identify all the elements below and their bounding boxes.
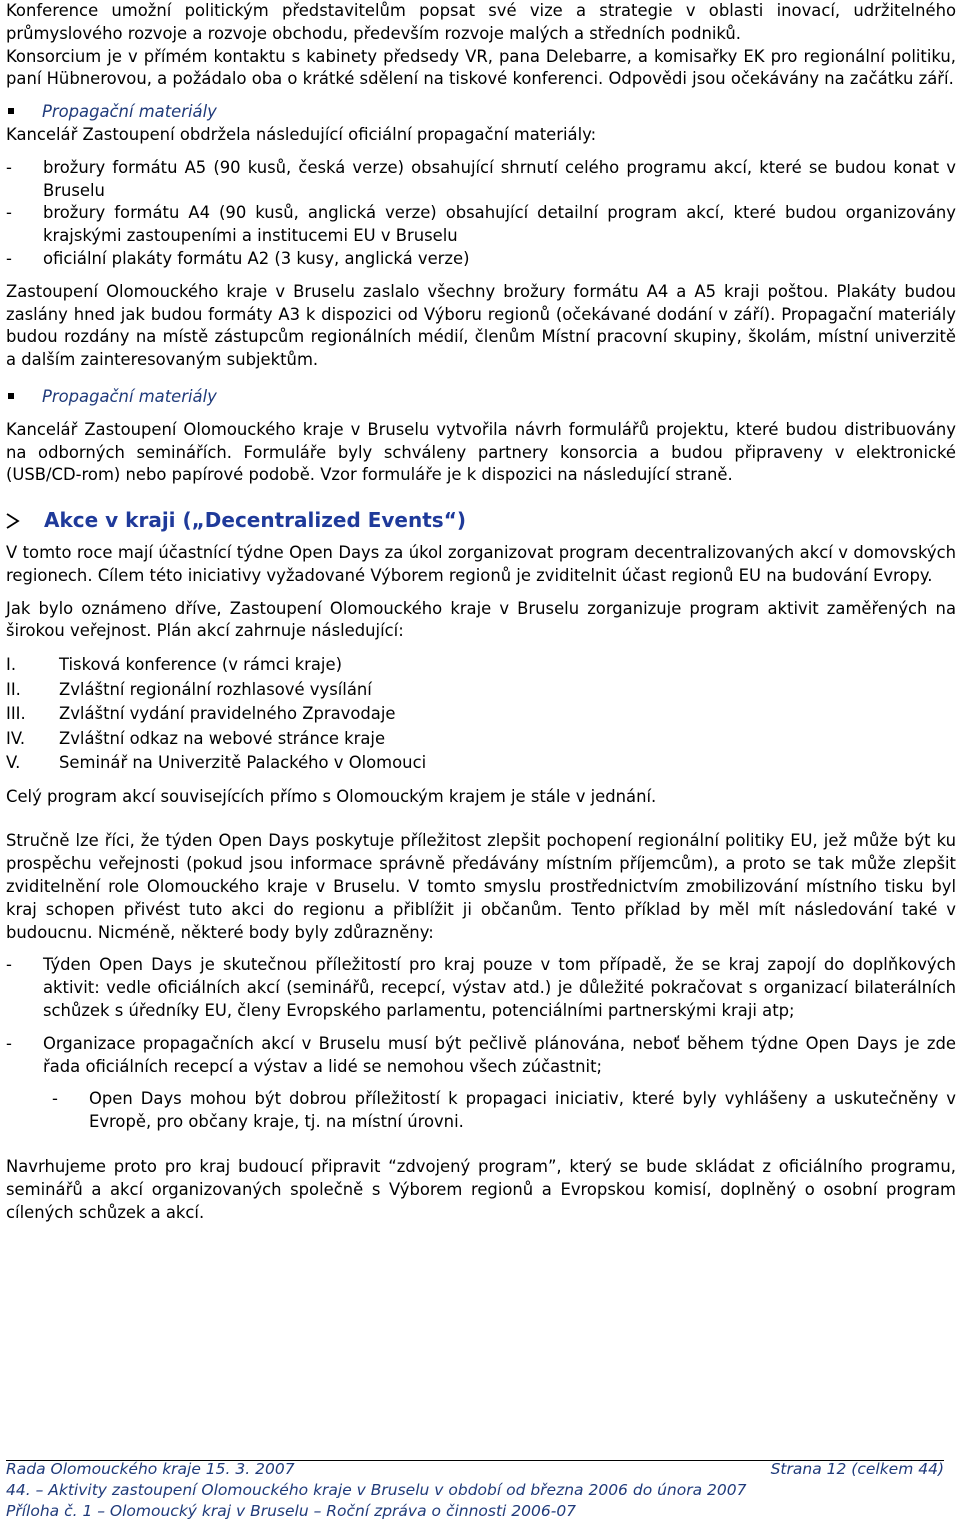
list-item: V. Seminář na Univerzitě Palackého v Olomouci	[6, 753, 427, 773]
list-item: I. Tisková konference (v rámci kraje)	[6, 655, 342, 675]
footer-line-2: 44. – Aktivity zastoupení Olomouckého kraje v Bruselu v období od března 2006 do února 2007	[6, 1481, 747, 1499]
list-item: III. Zvláštní vydání pravidelného Zpravodaje	[6, 704, 396, 724]
section-title	[6, 509, 956, 532]
promo-heading-2-label: Propagační materiály	[42, 386, 217, 406]
arrow-bullet-icon	[6, 513, 20, 529]
section-paragraph-2: Jak bylo oznámeno dříve, Zastoupení Olomouckého kraje v Bruselu zorganizuje program aktivit zaměřených na širokou veřejnost. Plán akcí zahrnuje následující:	[6, 598, 956, 641]
events-list	[6, 653, 956, 776]
subpoints-list	[6, 1088, 956, 1134]
points-list	[6, 954, 956, 1078]
promo-lead: Kancelář Zastoupení obdržela následující oficiální propagační materiály:	[6, 124, 597, 144]
promo-forms-paragraph: Kancelář Zastoupení Olomouckého kraje v Bruselu vytvořila návrh formulářů projektu, které budou distribuovány na odborných seminářích. Formuláře byly schváleny partnery konsorcia a budou připraveny v elektronické (USB/CD-rom) nebo papírové podobě. Vzor formuláře je k dispozici na následující straně.	[6, 419, 956, 485]
page-footer	[6, 1459, 944, 1522]
section-paragraph-5: Navrhujeme proto pro kraj budoucí připravit “zdvojený program”, který se bude skládat z oficiálního programu, seminářů a akcí organizovaných společně s Výborem regionů a Evropskou komisí, doplněný o osobní program cílených schůzek a akcí.	[6, 1156, 956, 1222]
promo-heading-1-label: Propagační materiály	[42, 102, 217, 122]
list-item: IV. Zvláštní odkaz na webové stránce kraje	[6, 728, 386, 748]
list-item: - Open Days mohou být dobrou příležitostí k propagaci iniciativ, které byly vyhlášeny a uskutečněny v Evropě, pro občany kraje, tj. na místní úrovni.	[52, 1089, 956, 1132]
list-item: - Organizace propagačních akcí v Bruselu musí být pečlivě plánována, neboť během týdne Open Days je zde řada oficiálních recepcí a výstav a lidé se nemohou všech zúčastnit;	[6, 1033, 956, 1076]
footer-line-3: Příloha č. 1 – Olomoucký kraj v Bruselu – Roční zpráva o činnosti 2006-07	[6, 1502, 577, 1520]
promo-heading-1	[6, 101, 956, 124]
list-item: - brožury formátu A5 (90 kusů, česká verze) obsahující shrnutí celého programu akcí, které se budou konat v Bruselu	[6, 157, 956, 200]
list-item: - oficiální plakáty formátu A2 (3 kusy, anglická verze)	[6, 248, 470, 268]
document-page	[6, 0, 956, 1224]
list-item: II. Zvláštní regionální rozhlasové vysílání	[6, 679, 372, 699]
list-item: - brožury formátu A4 (90 kusů, anglická verze) obsahující detailní program akcí, které budou organizovány krajskými zastoupeními a institucemi EU v Bruselu	[6, 203, 956, 246]
section-paragraph-4: Stručně lze říci, že týden Open Days poskytuje příležitost zlepšit pochopení regionální politiky EU, jež může být ku prospěchu veřejnosti (pokud jsou informace správně předávány místním příjemcům), a proto se tak může zlepšit zviditelnění role Olomouckého kraje v Bruselu. V tomto smyslu prostřednictvím zmobilizování místního tisku byl kraj schopen přivést tuto akci do regionu a přiblížit ji občanům. Tento příklad by měl mít následování také v budoucnu. Nicméně, některé body byly zdůrazněny:	[6, 831, 956, 942]
square-bullet-icon	[8, 108, 14, 114]
square-bullet-icon	[8, 393, 14, 399]
section-title-label: Akce v kraji („Decentralized Events“)	[44, 508, 466, 533]
promo-heading-2	[6, 386, 956, 409]
footer-page-number: Strana 12 (celkem 44)	[770, 1460, 944, 1478]
list-item: - Týden Open Days je skutečnou příležitostí pro kraj pouze v tom případě, že se kraj zapojí do doplňkových aktivit: vedle oficiálních akcí (seminářů, recepcí, výstav atd.) je důležité pokračovat s organizací bilaterálních schůzek s úředníky EU, členy Evropského parlamentu, potenciálními partnerskými kraji atp;	[6, 955, 956, 1020]
intro-paragraph-1: Konference umožní politickým představitelům popsat své vize a strategie v oblasti inovací, udržitelného průmyslového rozvoje a rozvoje obchodu, především rozvoje malých a středních podniků.	[6, 1, 956, 43]
promo-materials-list	[6, 157, 956, 271]
section-paragraph-1: V tomto roce mají účastnící týdne Open Days za úkol zorganizovat program decentralizovaných akcí v domovských regionech. Cílem této iniciativy vyžadované Výborem regionů je zviditelnit účast regionů EU na budování Evropy.	[6, 542, 956, 585]
promo-after-paragraph: Zastoupení Olomouckého kraje v Bruselu zaslalo všechny brožury formátu A4 a A5 kraji poštou. Plakáty budou zaslány hned jak budou formáty A3 k dispozici od Výboru regionů (očekávané dodání v září). Propagační materiály budou rozdány na místě zástupcům regionálních médií, členům Místní pracovní skupiny, školám, místní univerzitě a dalším zainteresovaným subjektům.	[6, 281, 956, 370]
footer-left: Rada Olomouckého kraje 15. 3. 2007	[6, 1460, 295, 1478]
intro-paragraph-2: Konsorcium je v přímém kontaktu s kabinety předsedy VR, pana Delebarre, a komisařky EK pro regionální politiku, paní Hübnerovou, a požádalo oba o krátké sdělení na tiskové konferenci. Odpovědi jsou očekávány na začátku září.	[6, 46, 956, 89]
section-paragraph-3: Celý program akcí souvisejících přímo s Olomouckým krajem je stále v jednání.	[6, 786, 657, 806]
